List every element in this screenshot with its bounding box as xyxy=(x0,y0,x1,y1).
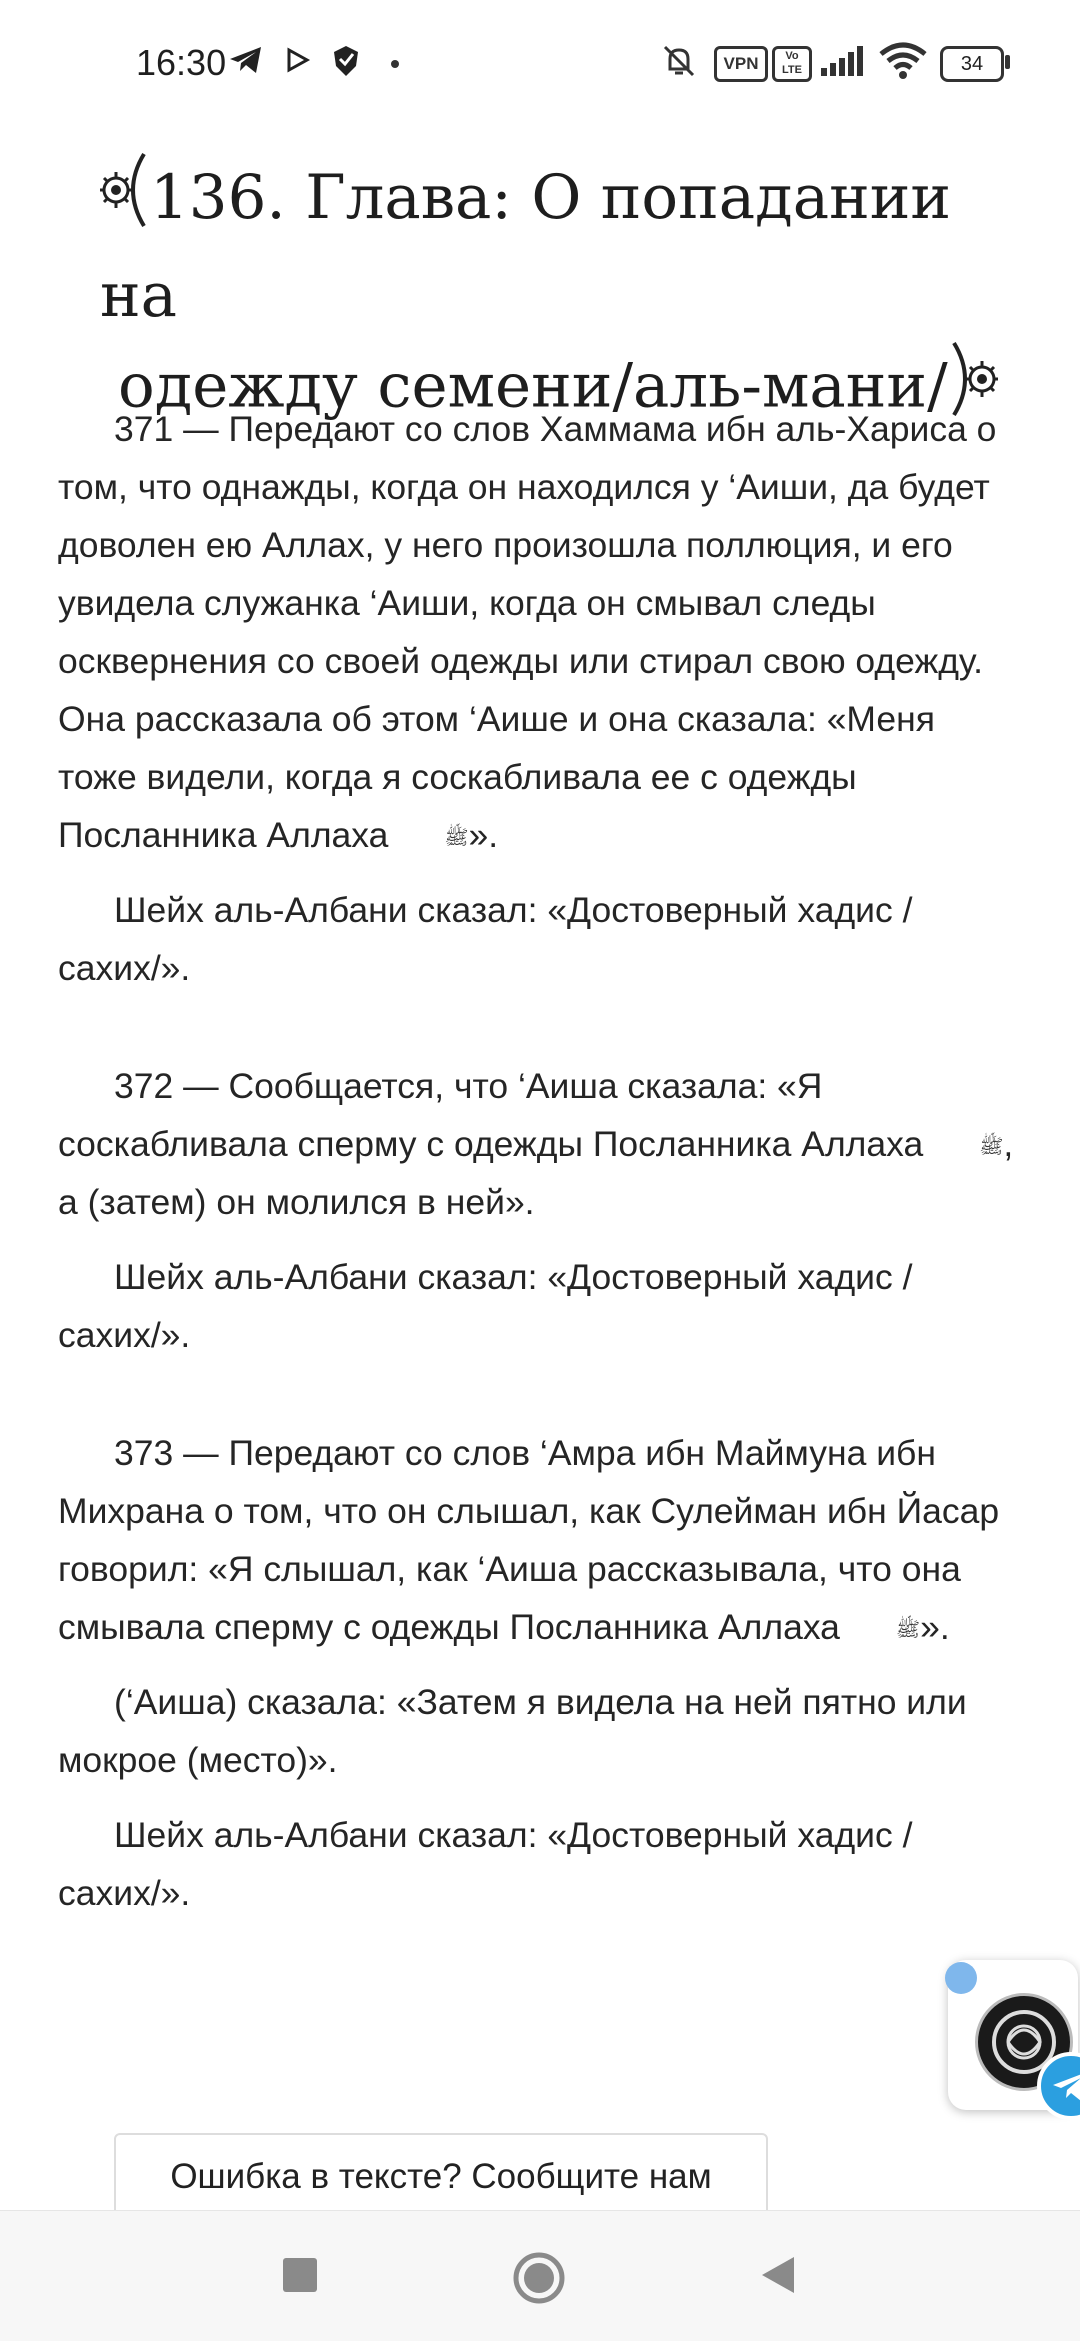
chapter-title xyxy=(100,150,1030,442)
hadith-text: 371 — Передают со слов Хаммама ибн аль-Хариса о том, что однажды, когда он находился у ‘Аиши, да будет доволен ею Аллах, у него произошла поллюция, и его увидела служанка ‘Аиши, когда он смывал следы осквернения со своей одежды или стирал свою одежду. Она рассказала об этом ‘Аише и она сказала: «Меня тоже видели, когда я соскабливала ее с одежды Посланника Аллаха ﷺ». xyxy=(58,409,997,855)
hadith-371 xyxy=(58,400,1023,997)
recents-square-icon[interactable] xyxy=(282,2257,318,2298)
vpn-app-icon xyxy=(326,40,366,85)
chapter-title-text2: одежду семени/аль-мани/ xyxy=(118,350,948,422)
hadith-text: 373 — Передают со слов ‘Амра ибн Маймуна ибн Михрана о том, что он слышал, как Сулейман ибн Йасар говорил: «Я слышал, как ‘Аиша рассказывала, что она смывала сперму с одежды Посланника Аллаха ﷺ». xyxy=(58,1433,1000,1647)
hadith-373 xyxy=(58,1424,1023,1922)
wifi-icon xyxy=(878,42,928,85)
status-time: 16:30 xyxy=(136,42,227,83)
chapter-title-text1: 136. Глава: О попадании на xyxy=(100,161,952,331)
battery-tip xyxy=(1005,55,1010,69)
chapter-title-line1 xyxy=(100,162,951,331)
floating-widget-handle[interactable] xyxy=(945,1962,977,1994)
article-content xyxy=(58,400,1023,1982)
status-bar xyxy=(0,0,1080,125)
saw-symbol: ﷺ xyxy=(895,1618,921,1641)
hadith-text: 372 — Сообщается, что ‘Аиша сказала: «Я соскабливала сперму с одежды Посланника Аллаха ﷺ, а (затем) он молился в ней». xyxy=(58,1066,1014,1222)
signal-icon xyxy=(820,44,866,83)
hadith-372 xyxy=(58,1057,1023,1364)
telegram-icon xyxy=(228,44,264,81)
volte-badge: Vo LTE xyxy=(772,46,812,82)
battery-icon: 34 xyxy=(940,46,1004,82)
grading-text: Шейх аль-Албани сказал: «Достоверный хадис /сахих/». xyxy=(58,890,913,988)
mute-bell-icon xyxy=(660,42,698,85)
play-icon xyxy=(284,46,312,79)
home-circle-icon[interactable] xyxy=(512,2251,566,2310)
navigation-bar xyxy=(0,2210,1080,2341)
dot-icon xyxy=(390,56,400,74)
saw-symbol: ﷺ xyxy=(444,826,469,849)
hadith-note: (‘Аиша) сказала: «Затем я видела на ней пятно или мокрое (место)». xyxy=(58,1682,967,1780)
grading-text: Шейх аль-Албани сказал: «Достоверный хадис /сахих/». xyxy=(58,1257,913,1355)
vpn-badge: VPN xyxy=(714,46,768,82)
back-triangle-icon[interactable] xyxy=(760,2255,796,2300)
telegram-share-icon[interactable] xyxy=(1037,2052,1080,2120)
report-error-button[interactable]: Ошибка в тексте? Сообщите нам xyxy=(114,2133,768,2221)
saw-symbol: ﷺ xyxy=(979,1135,1004,1158)
grading-text: Шейх аль-Албани сказал: «Достоверный хадис /сахих/». xyxy=(58,1815,913,1913)
left-ornament-icon xyxy=(100,150,150,253)
